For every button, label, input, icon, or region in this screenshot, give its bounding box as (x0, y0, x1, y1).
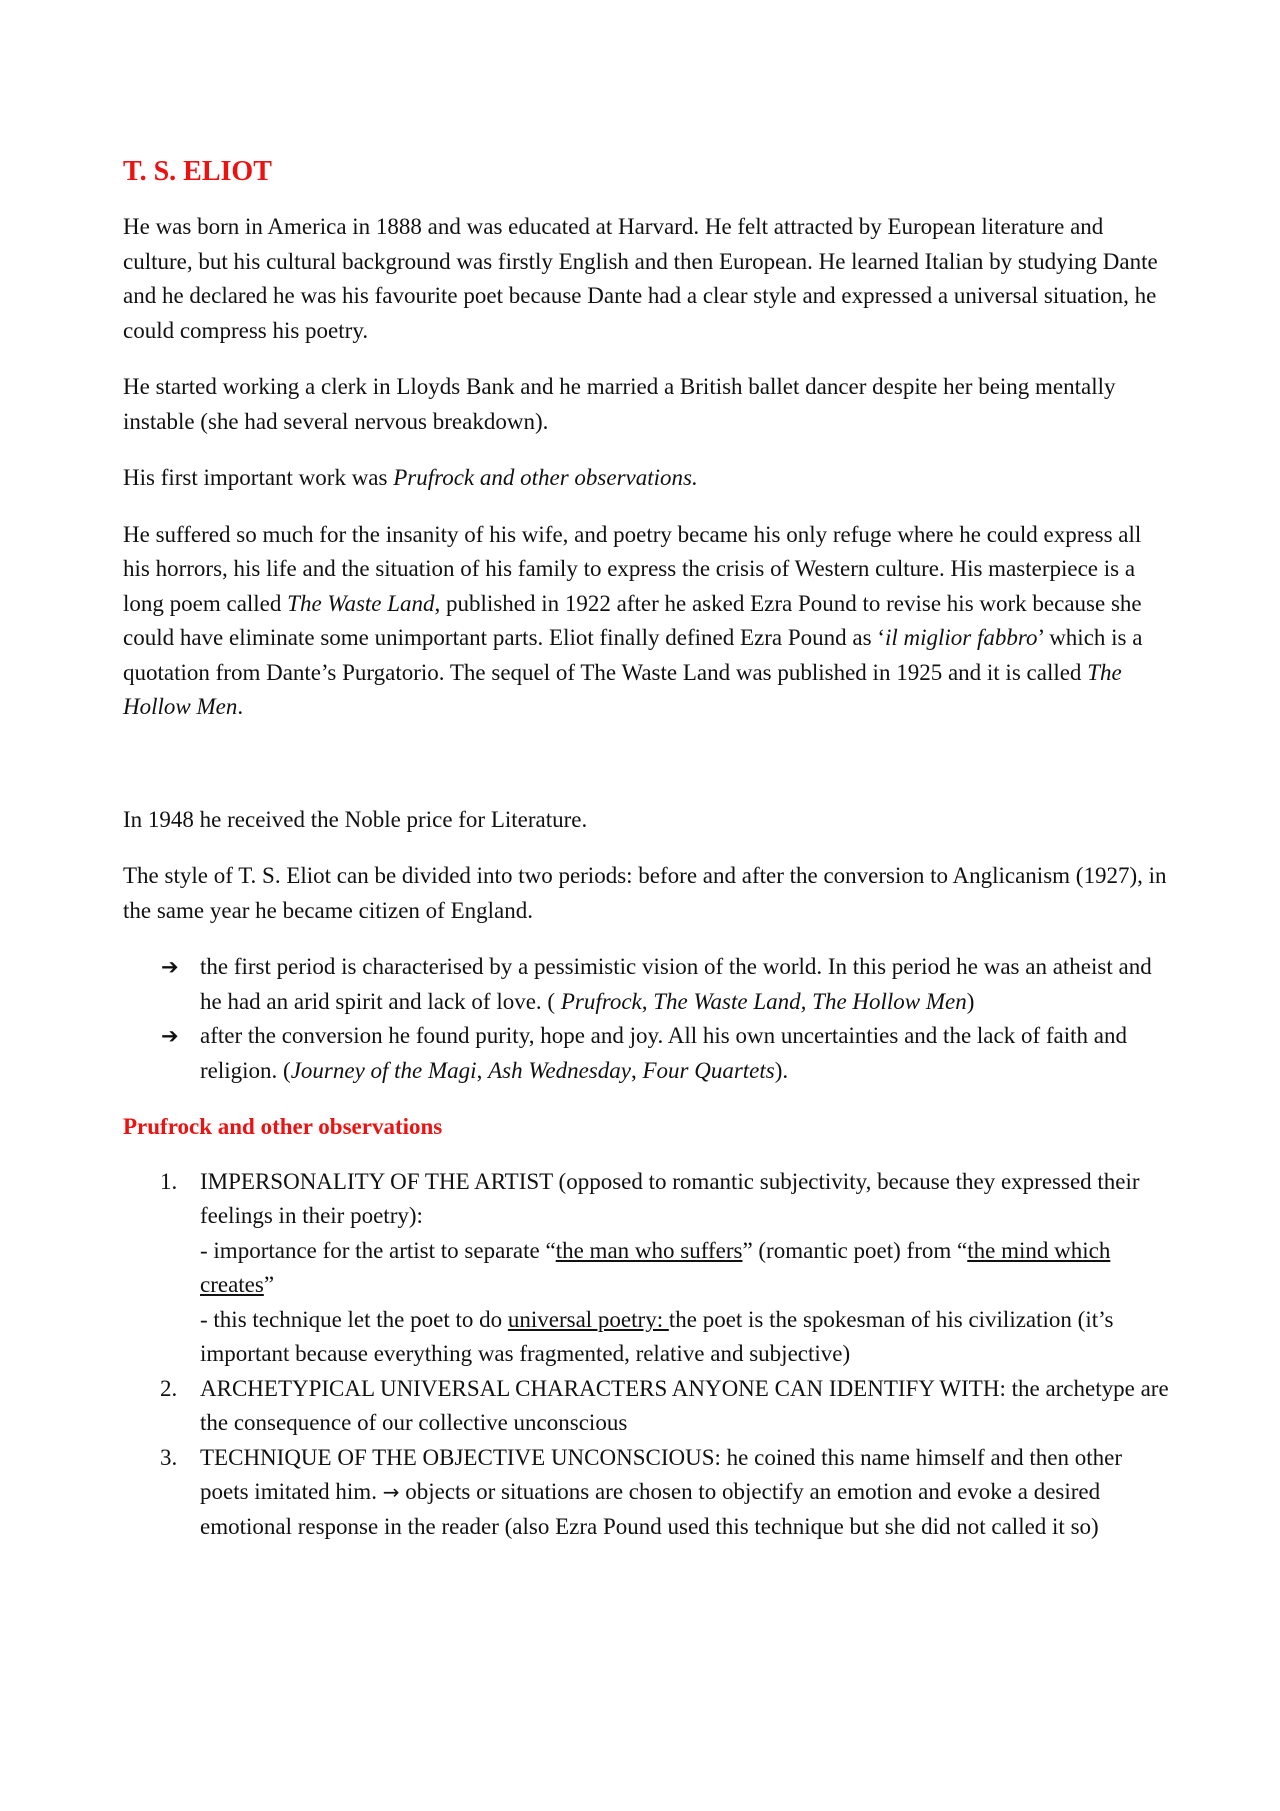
work-ash-wednesday: Ash Wednesday (488, 1057, 631, 1083)
masterpiece-text-3: ’ which is a quotation from Dante’s Purgatorio. The sequel of The Waste Land was published in 1925 and it is called (123, 625, 1143, 685)
universal-poetry: universal poetry: (507, 1306, 669, 1332)
blank-spacer (123, 747, 1170, 803)
impersonality-line2-b: the poet is the spokesman of his civilization (it’s important because everything was fragmented, relative and subjective) (200, 1306, 1114, 1366)
masterpiece-text-4: . (237, 694, 244, 719)
list-number: 3. (160, 1444, 178, 1470)
man-who-suffers: the man who suffers (555, 1237, 743, 1263)
masterpiece-text-1: He suffered so much for the insanity of his wife, and poetry became his only refuge where he could express all his horrors, his life and the situation of his family to express the crisis of Western culture. His masterpiece is a long poem called (123, 521, 1142, 616)
periods-list (123, 950, 1170, 1088)
list-item-impersonality (160, 1165, 1170, 1372)
paragraph-style-periods: The style of T. S. Eliot can be divided into two periods: before and after the conversion to Anglicanism (1927), in the same year he became citizen of England. (123, 863, 1167, 923)
second-period-end: ). (774, 1057, 789, 1083)
objective-text-2: objects or situations are chosen to objectify an emotion and evoke a desired emotional response in the reader (also Ezra Pound used this technique but she did not called it so) (200, 1479, 1101, 1539)
masterpiece-text-2: , published in 1922 after he asked Ezra Pound to revise his work because she could have eliminate some unimportant parts. Eliot finally defined Ezra Pound as ‘ (123, 590, 1142, 650)
list-item-archetypes (160, 1372, 1170, 1441)
work-journey-of-the-magi: Journey of the Magi (290, 1057, 477, 1083)
page-title: T. S. ELIOT (123, 156, 272, 187)
second-period-text: after the conversion he found purity, hope and joy. All his own uncertainties and the lack of faith and religion. ( (200, 1023, 1127, 1083)
miglior-fabbro-quote: il miglior fabbro (885, 625, 1038, 650)
impersonality-line1-a: - importance for the artist to separate “ (200, 1237, 556, 1263)
objective-text-1: TECHNIQUE OF THE OBJECTIVE UNCONSCIOUS: he coined this name himself and then other poets imitated him. (200, 1444, 1123, 1504)
hollow-men-title: The Hollow Men (123, 659, 1122, 719)
list-item-first-period (161, 950, 1170, 1019)
paragraph-first-work (123, 461, 1170, 496)
arrow-bullet-icon: ➔ (161, 1024, 179, 1048)
mind-which-creates: the mind which creates (200, 1237, 1111, 1297)
paragraph-masterpiece (123, 518, 1170, 725)
impersonality-line1-c: ” (263, 1272, 275, 1297)
first-period-works: Prufrock, The Waste Land, The Hollow Men (560, 988, 967, 1014)
paragraph-career: He started working a clerk in Lloyds Bank and he married a British ballet dancer despite her being mentally instable (she had several nervous breakdown). (123, 374, 1116, 434)
first-period-end: ) (966, 988, 975, 1014)
separator: , (630, 1057, 643, 1083)
arrow-bullet-icon: ➔ (161, 955, 179, 979)
features-list (123, 1165, 1170, 1545)
impersonality-line1-b: ” (romantic poet) from “ (742, 1237, 968, 1263)
work-four-quartets: Four Quartets (642, 1057, 775, 1083)
right-arrow-icon: → (382, 1480, 400, 1504)
list-number: 1. (160, 1168, 178, 1194)
waste-land-title: The Waste Land (287, 590, 435, 616)
paragraph-nobel: In 1948 he received the Noble price for Literature. (123, 806, 588, 832)
archetypes-text: ARCHETYPICAL UNIVERSAL CHARACTERS ANYONE CAN IDENTIFY WITH: the archetype are the consequence of our collective unconscious (200, 1375, 1169, 1435)
list-number: 2. (160, 1375, 178, 1401)
first-work-title: Prufrock and other observations. (393, 465, 698, 490)
first-period-text: the first period is characterised by a pessimistic vision of the world. In this period he was an atheist and he had an arid spirit and lack of love. ( (200, 954, 1152, 1014)
separator: , (476, 1057, 489, 1083)
section-heading: Prufrock and other observations (123, 1114, 443, 1139)
paragraph-biography: He was born in America in 1888 and was educated at Harvard. He felt attracted by European literature and culture, but his cultural background was firstly English and then European. He learned Italian by studying Dante and he declared he was his favourite poet because Dante had a clear style and expressed a universal situation, he could compress his poetry. (123, 214, 1158, 343)
list-item-objective-unconscious (160, 1441, 1170, 1545)
impersonality-line2-a: - this technique let the poet to do (200, 1306, 508, 1332)
list-item-second-period (161, 1019, 1170, 1088)
impersonality-text: IMPERSONALITY OF THE ARTIST (opposed to romantic subjectivity, because they expressed their feelings in their poetry): (200, 1168, 1140, 1228)
first-work-text: His first important work was (123, 465, 394, 490)
